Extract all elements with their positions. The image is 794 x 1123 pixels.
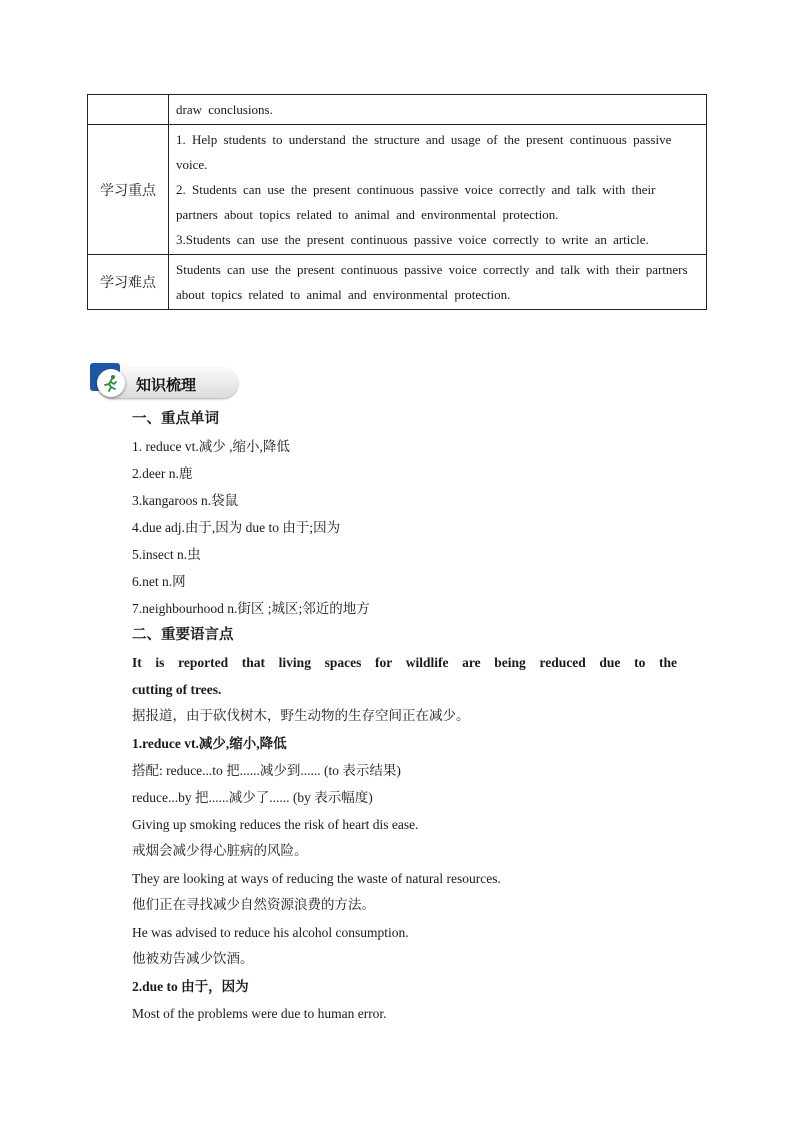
knowledge-content (132, 406, 677, 1027)
row-content (169, 255, 707, 310)
row-label-key-points: 学习重点 (88, 125, 169, 255)
key-point-1: 1. Help students to understand the structure and usage of the present continuous passive voice. (176, 132, 672, 172)
table-row (88, 255, 707, 310)
row-text: draw conclusions. (176, 102, 273, 117)
example-zh: 戒烟会减少得心脏病的风险。 (132, 843, 308, 859)
collocation: 搭配: reduce...to 把......减少到...... (to 表示结果) (132, 763, 401, 778)
example-en: Giving up smoking reduces the risk of heart dis ease. (132, 817, 419, 832)
example-zh: 他们正在寻找减少自然资源浪费的方法。 (132, 897, 375, 913)
points-heading: 二、重要语言点 (132, 627, 234, 643)
vocab-item: 1. reduce vt.减少 ,缩小,降低 (132, 439, 290, 454)
learning-goals-table (87, 94, 707, 310)
vocab-item: 4.due adj.由于,因为 due to 由于;因为 (132, 520, 341, 535)
table-row (88, 95, 707, 125)
row-label-empty (88, 95, 169, 125)
example-en: They are looking at ways of reducing the waste of natural resources. (132, 871, 501, 886)
example-en: He was advised to reduce his alcohol consumption. (132, 925, 409, 940)
vocab-heading: 一、重点单词 (132, 411, 219, 427)
vocab-item: 6.net n.网 (132, 574, 186, 589)
key-sentence: It is reported that living spaces for wildlife are being reduced due to the (132, 655, 677, 670)
key-sentence-cont: cutting of trees. (132, 682, 222, 697)
row-content (169, 95, 707, 125)
vocab-item: 2.deer n.鹿 (132, 466, 193, 481)
banner-title: 知识梳理 (136, 376, 197, 394)
point1-title: 1.reduce vt.减少,缩小,降低 (132, 736, 287, 751)
key-translation: 据报道，由于砍伐树木，野生动物的生存空间正在减少。 (132, 708, 470, 724)
example-en: Most of the problems were due to human error. (132, 1006, 387, 1021)
table-row (88, 125, 707, 255)
example-zh: 他被劝告减少饮酒。 (132, 951, 254, 967)
key-point-3: 3.Students can use the present continuous passive voice correctly to write an article. (176, 232, 649, 247)
key-point-2: 2. Students can use the present continuous passive voice correctly and talk with their partners about topics related to animal and environmental protection. (176, 182, 656, 222)
point2-title: 2.due to 由于，因为 (132, 979, 249, 994)
collocation: reduce...by 把......减少了...... (by 表示幅度) (132, 790, 373, 805)
vocab-item: 7.neighbourhood n.街区 ;城区;邻近的地方 (132, 601, 370, 616)
difficulty-text: Students can use the present continuous passive voice correctly and talk with their partners about topics related to animal and environmental protection. (176, 262, 688, 302)
vocab-item: 5.insect n.虫 (132, 547, 201, 562)
row-content (169, 125, 707, 255)
row-label-difficulties: 学习难点 (88, 255, 169, 310)
runner-icon (97, 369, 125, 397)
vocab-item: 3.kangaroos n.袋鼠 (132, 493, 239, 508)
section-banner (90, 363, 240, 403)
